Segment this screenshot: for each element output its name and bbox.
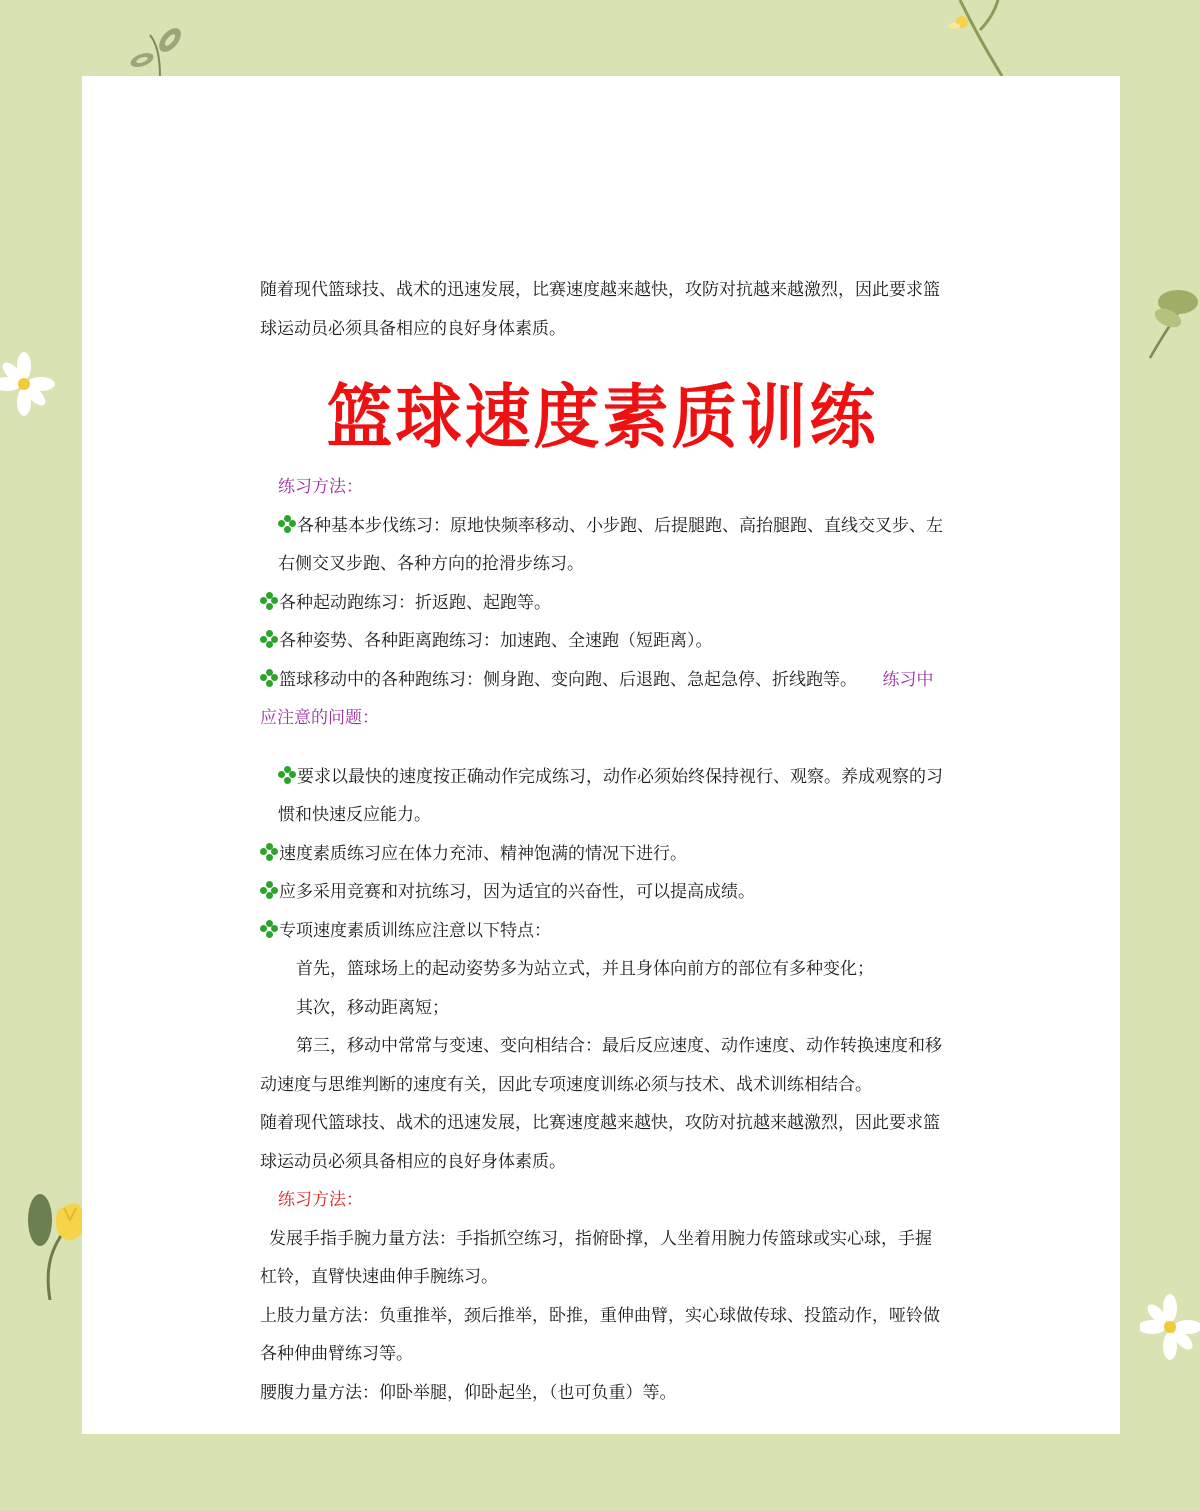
clover-bullet-icon <box>260 881 278 899</box>
page-title: 篮球速度素质训练 <box>326 376 879 458</box>
section-heading-notes: 练习中应注意的问题： <box>260 669 934 728</box>
clover-bullet-icon <box>260 920 278 938</box>
intro-paragraph: 随着现代篮球技、战术的迅速发展，比赛速度越来越快，攻防对抗越来越激烈，因此要求篮球运动员必须具备相应的良好身体素质。 <box>260 280 940 339</box>
clover-bullet-icon <box>260 630 278 648</box>
strength-paragraph: 发展手指手腕力量方法：手指抓空练习，指俯卧撑，人坐着用腕力传篮球或实心球，手握杠铃，直臂快速曲伸手腕练习。 <box>260 1228 932 1287</box>
clover-bullet-icon <box>260 669 278 687</box>
feature-paragraph: 首先，篮球场上的起动姿势多为站立式，并且身体向前方的部位有多种变化； <box>296 959 874 979</box>
list-item: 应多采用竞赛和对抗练习，因为适宜的兴奋性，可以提高成绩。 <box>260 873 945 912</box>
section-heading-methods: 练习方法： <box>278 477 363 497</box>
list-item: 各种基本步伐练习：原地快频率移动、小步跑、后提腿跑、高抬腿跑、直线交叉步、左右侧交叉步跑、各种方向的抢滑步练习。 <box>278 515 943 574</box>
clover-bullet-icon <box>260 592 278 610</box>
list-item: 专项速度素质训练应注意以下特点： <box>260 912 945 951</box>
document-page <box>82 76 1120 1434</box>
tulip-icon <box>20 1190 90 1300</box>
strength-paragraph: 腰腹力量方法：仰卧举腿，仰卧起坐，（也可负重）等。 <box>260 1382 677 1403</box>
clover-bullet-icon <box>278 766 296 784</box>
leaf-icon <box>1140 280 1200 360</box>
feature-paragraph: 其次，移动距离短； <box>296 997 449 1018</box>
flower-icon <box>0 350 55 425</box>
intro-paragraph-repeat: 随着现代篮球技、战术的迅速发展，比赛速度越来越快，攻防对抗越来越激烈，因此要求篮球运动员必须具备相应的良好身体素质。 <box>260 1113 940 1172</box>
flower-icon <box>1140 1290 1200 1370</box>
strength-paragraph: 上肢力量方法：负重推举，颈后推举，卧推，重伸曲臂，实心球做传球、投篮动作，哑铃做各种伸曲臂练习等。 <box>260 1305 940 1364</box>
clover-bullet-icon <box>278 515 296 533</box>
list-item: 要求以最快的速度按正确动作完成练习，动作必须始终保持视行、观察。养成观察的习惯和快速反应能力。 <box>278 766 943 825</box>
flower-stem-icon <box>940 0 1020 80</box>
section-heading-strength: 练习方法： <box>278 1190 363 1210</box>
list-item: 各种起动跑练习：折返跑、起跑等。 <box>260 584 945 623</box>
document-body <box>260 271 945 1412</box>
feature-paragraph: 第三，移动中常常与变速、变向相结合：最后反应速度、动作速度、动作转换速度和移动速度与思维判断的速度有关，因此专项速度训练必须与技术、战术训练相结合。 <box>260 1036 942 1095</box>
list-item: 篮球移动中的各种跑练习：侧身跑、变向跑、后退跑、急起急停、折线跑等。 练习中应注意的问题： <box>260 669 934 728</box>
list-item: 各种姿势、各种距离跑练习：加速跑、全速跑（短距离）。 <box>260 622 945 661</box>
list-item: 速度素质练习应在体力充沛、精神饱满的情况下进行。 <box>260 835 945 874</box>
clover-bullet-icon <box>260 843 278 861</box>
sprout-icon <box>120 20 190 80</box>
